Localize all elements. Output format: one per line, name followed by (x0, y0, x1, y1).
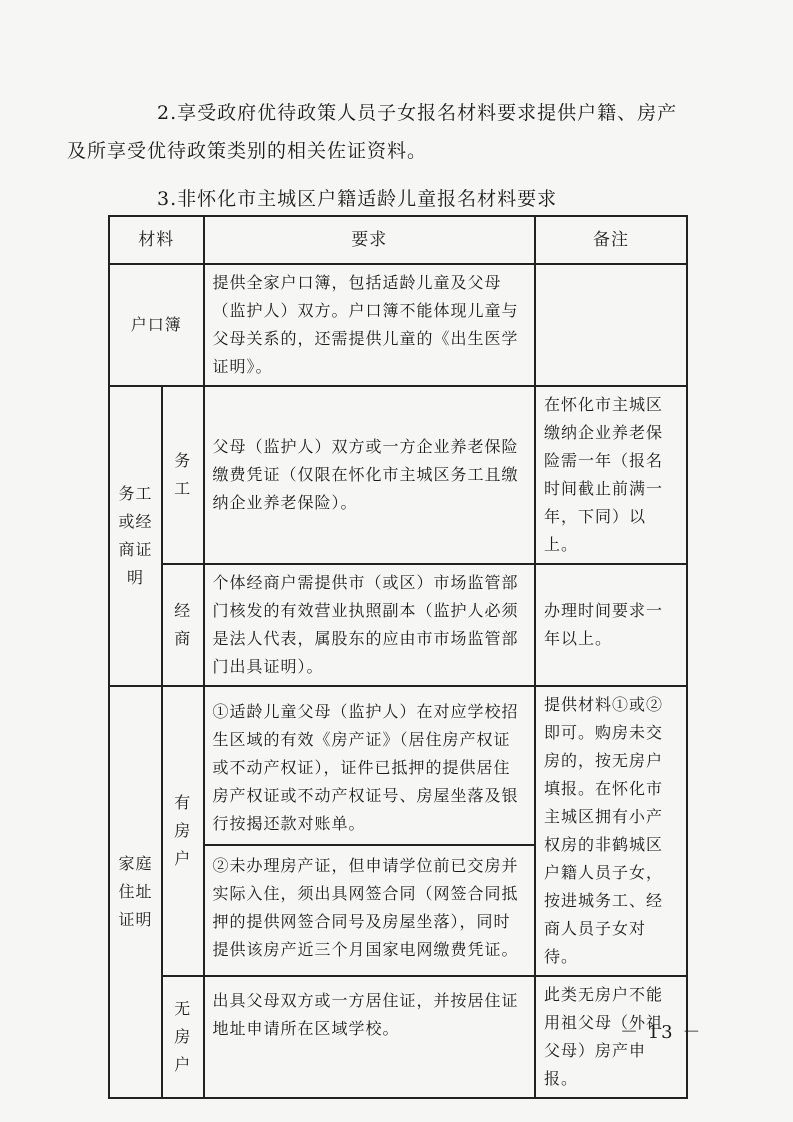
requirements-table (108, 215, 688, 1099)
hukou-label: 户口簿 (109, 264, 204, 386)
page-number: － 13 － (620, 1022, 703, 1043)
has-house-label: 有房户 (162, 686, 204, 976)
table-row-wugong (109, 386, 687, 564)
no-house-label: 无房户 (162, 976, 204, 1098)
header-material: 材料 (109, 216, 204, 264)
paragraph-line: 及所享受优待政策类别的相关佐证资料。 (67, 140, 428, 162)
jingshang-remark: 办理时间要求一年以上。 (535, 564, 687, 686)
no-house-requirement: 出具父母双方或一方居住证，并按居住证地址申请所在区域学校。 (204, 976, 536, 1098)
table-row-no-house (109, 976, 687, 1098)
paragraph-line: 2.享受政府优待政策人员子女报名材料要求提供户籍、房产 (157, 102, 678, 124)
jingshang-requirement: 个体经商户需提供市（或区）市场监管部门核发的有效营业执照副本（监护人必须是法人代表，属股东的应由市市场监管部门出具证明）。 (204, 564, 536, 686)
header-remark: 备注 (535, 216, 687, 264)
wugong-remark: 在怀化市主城区缴纳企业养老保险需一年（报名时间截止前满一年，下同）以上。 (535, 386, 687, 564)
table-header-row (109, 216, 687, 264)
work-group-label: 务工或经商证明 (109, 386, 162, 686)
hukou-remark (535, 264, 687, 386)
paragraph-preferential-policy (67, 94, 712, 170)
no-house-remark: 此类无房户不能用祖父母（外祖父母）房产申报。 (535, 976, 687, 1098)
header-requirement: 要求 (204, 216, 536, 264)
table-row-jingshang (109, 564, 687, 686)
section-heading: 3.非怀化市主城区户籍适龄儿童报名材料要求 (157, 188, 558, 210)
hukou-requirement: 提供全家户口簿，包括适龄儿童及父母（监护人）双方。户口簿不能体现儿童与父母关系的，还需提供儿童的《出生医学证明》。 (204, 264, 536, 386)
has-house-requirement-1: ①适龄儿童父母（监护人）在对应学校招生区域的有效《房产证》（居住房产权证或不动产权证），证件已抵押的提供居住房产权证或不动产权证号、房屋坐落及银行按揭还款对账单。 (212, 702, 519, 833)
wugong-requirement: 父母（监护人）双方或一方企业养老保险缴费凭证（仅限在怀化市主城区务工且缴纳企业养老保险）。 (204, 386, 536, 564)
has-house-requirement-2: ②未办理房产证，但申请学位前已交房并实际入住，须出具网签合同（网签合同抵押的提供网签合同号及房屋坐落），同时提供该房产近三个月国家电网缴费凭证。 (205, 844, 535, 970)
jingshang-label: 经商 (162, 564, 204, 686)
address-group-label: 家庭住址证明 (109, 686, 162, 1098)
table-row-has-house (109, 686, 687, 976)
table-row-hukou (109, 264, 687, 386)
has-house-requirements (204, 686, 536, 976)
wugong-label: 务工 (162, 386, 204, 564)
has-house-remark: 提供材料①或②即可。购房未交房的，按无房户填报。在怀化市主城区拥有小产权房的非鹤城区户籍人员子女，按进城务工、经商人员子女对待。 (535, 686, 687, 976)
